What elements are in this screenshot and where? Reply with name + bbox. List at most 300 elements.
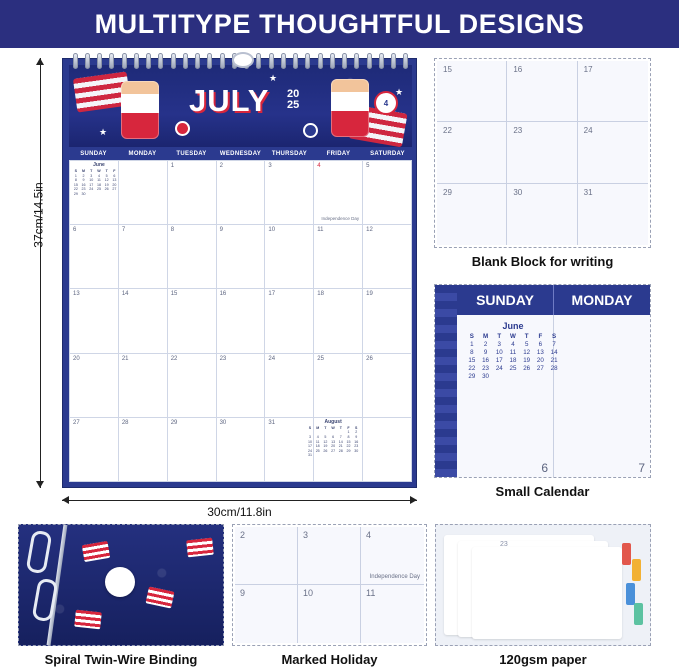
mini-weekday: T <box>324 425 327 430</box>
day-number: 25 <box>317 355 324 362</box>
month-title: JULY <box>189 83 270 118</box>
character-illustration <box>121 81 159 139</box>
day-number: 26 <box>366 355 373 362</box>
mini-calendar-august-table <box>306 426 360 458</box>
year-top: 20 <box>287 88 300 100</box>
star-icon: ★ <box>269 73 278 83</box>
mini-day <box>103 192 111 197</box>
blank-block-cell[interactable] <box>437 122 507 183</box>
mini-weekday: T <box>339 425 342 430</box>
mini-day: 3 <box>308 434 311 439</box>
calendar-day-cell[interactable] <box>70 354 119 418</box>
coil-icon <box>281 53 286 69</box>
mini-day: 26 <box>104 187 109 192</box>
page-tab-icon <box>626 583 635 605</box>
blank-block-day-number: 16 <box>513 65 523 74</box>
day-number: 29 <box>170 419 178 426</box>
mini-day: 20 <box>112 182 117 187</box>
star-icon: ★ <box>99 127 108 137</box>
small-mini-day <box>506 373 520 381</box>
small-mini-day: 2 <box>483 341 488 348</box>
mini-day <box>95 192 103 197</box>
small-mini-day: 29 <box>468 373 476 380</box>
coil-icon <box>195 53 200 69</box>
hanging-hole-icon <box>232 52 254 68</box>
marked-holiday-panel <box>232 524 427 646</box>
header-banner <box>0 0 679 48</box>
coil-icon <box>134 53 139 69</box>
mini-day: 10 <box>89 178 94 183</box>
mini-day: 4 <box>316 434 319 439</box>
mini-day: 29 <box>346 448 351 453</box>
coil-icon <box>85 53 90 69</box>
small-mini-weekday: S <box>469 333 474 340</box>
blank-block-day-number: 15 <box>443 65 452 74</box>
page-title: MULTITYPE THOUGHTFUL DESIGNS <box>94 8 585 39</box>
mini-day: 1 <box>347 430 350 435</box>
day-number: 5 <box>366 163 370 169</box>
small-mini-day <box>492 373 506 381</box>
blank-block-cell[interactable] <box>437 184 507 245</box>
day-number: 27 <box>73 419 80 426</box>
calendar-day-cell[interactable] <box>265 161 314 225</box>
calendar-day-cell[interactable] <box>217 289 266 353</box>
paper-sheet <box>472 547 622 639</box>
mini-weekday: S <box>74 169 78 173</box>
small-mini-weekday: S <box>552 333 557 340</box>
calendar-day-cell[interactable] <box>363 418 412 482</box>
spiral-binding-panel <box>18 524 224 646</box>
calendar-day-cell[interactable] <box>119 354 168 418</box>
blank-block-day-number: 31 <box>583 187 593 197</box>
blank-block-cell[interactable] <box>578 122 648 183</box>
ball-icon <box>305 125 316 136</box>
mini-day: 6 <box>113 173 116 178</box>
mini-day: 3 <box>90 173 93 178</box>
coil-icon <box>318 53 323 69</box>
width-dimension-arrow <box>62 500 417 501</box>
mini-weekday: W <box>97 169 101 173</box>
small-month-mini-calendar <box>465 321 561 381</box>
marked-holiday-day-number: 9 <box>240 588 246 598</box>
mini-day <box>322 453 330 458</box>
calendar-day-cell[interactable] <box>119 289 168 353</box>
mini-day: 23 <box>81 187 86 192</box>
coil-icon <box>403 53 408 69</box>
mini-day <box>314 453 322 458</box>
mini-day <box>87 192 95 197</box>
paper-panel <box>435 524 651 646</box>
coil-icon <box>146 53 151 69</box>
mini-day: 6 <box>332 434 335 439</box>
mini-day: 1 <box>74 173 77 178</box>
day-number: 7 <box>121 227 126 234</box>
small-calendar-caption: Small Calendar <box>495 484 590 499</box>
marked-holiday-cell[interactable] <box>361 527 424 585</box>
marked-holiday-cell[interactable] <box>298 585 361 643</box>
blank-block-cell[interactable] <box>578 184 648 245</box>
small-mini-day: 5 <box>524 341 529 348</box>
small-mini-weekday: F <box>538 333 543 340</box>
calendar-day-cell[interactable] <box>217 161 266 225</box>
mini-day: 27 <box>112 187 117 192</box>
mini-weekday: T <box>105 169 108 173</box>
calendar-day-cell[interactable] <box>314 289 363 353</box>
small-mini-day: 1 <box>470 341 474 348</box>
mini-weekday: T <box>90 169 93 173</box>
calendar-day-cell[interactable] <box>119 161 168 225</box>
day-number: 16 <box>219 291 227 298</box>
mini-day <box>329 453 337 458</box>
day-number: 6 <box>73 227 77 234</box>
flag-icon <box>146 586 175 608</box>
mini-weekday: S <box>355 425 358 430</box>
mini-day: 25 <box>96 187 101 192</box>
mini-day: 25 <box>315 448 320 453</box>
coil-icon <box>330 53 335 69</box>
small-mini-day: 3 <box>497 341 501 348</box>
coil-icon <box>122 53 127 69</box>
coil-icon <box>73 53 78 69</box>
coil-icon <box>354 53 359 69</box>
calendar-day-grid <box>69 160 412 482</box>
day-number: 28 <box>121 419 129 426</box>
mini-weekday: F <box>347 425 350 430</box>
day-number: 30 <box>219 419 227 426</box>
mini-calendar-june-title: June <box>93 162 105 168</box>
mini-day <box>352 453 360 458</box>
mini-day: 14 <box>338 439 343 444</box>
coil-icon <box>367 53 372 69</box>
calendar-day-cell[interactable] <box>168 225 217 289</box>
small-mini-day: 19 <box>523 357 531 364</box>
calendar-day-cell[interactable] <box>314 161 363 225</box>
small-mini-day: 17 <box>495 357 503 364</box>
mini-day: 30 <box>81 191 86 196</box>
mini-day: 9 <box>355 434 358 439</box>
calendar-day-cell[interactable] <box>314 225 363 289</box>
height-dimension-arrow <box>40 58 41 488</box>
day-number: 3 <box>268 163 272 169</box>
mini-day: 18 <box>96 182 101 187</box>
blank-block-day-number: 29 <box>443 187 452 197</box>
mini-day: 7 <box>339 434 342 439</box>
small-mini-day: 14 <box>550 349 558 356</box>
day-number: 23 <box>219 355 227 362</box>
mini-weekday: M <box>316 425 320 430</box>
day-number: 21 <box>121 355 129 362</box>
mini-day: 13 <box>331 439 336 444</box>
mini-weekday: M <box>82 169 86 173</box>
day-number: 15 <box>170 291 178 298</box>
mini-day: 15 <box>346 439 351 444</box>
small-mini-day: 7 <box>552 341 556 348</box>
marked-holiday-caption: Marked Holiday <box>281 652 378 667</box>
calendar-day-cell[interactable] <box>363 289 412 353</box>
calendar-day-cell[interactable] <box>314 354 363 418</box>
day-number: 22 <box>170 355 178 362</box>
day-number: 4 <box>317 163 321 169</box>
height-dimension-label: 37cm/14.5in <box>31 182 46 248</box>
character-illustration <box>331 79 369 137</box>
mini-weekday: S <box>308 425 312 430</box>
mini-day: 8 <box>74 178 77 183</box>
cover-pattern <box>19 525 223 645</box>
calendar-day-cell[interactable] <box>363 354 412 418</box>
mini-day: 11 <box>97 178 101 183</box>
mini-calendar-august-title: August <box>324 418 342 425</box>
day-number: 1 <box>170 163 175 169</box>
day-number: 8 <box>170 227 175 234</box>
mini-day: 9 <box>82 178 85 183</box>
mini-day: 13 <box>112 178 117 183</box>
small-mini-weekday: M <box>482 333 489 340</box>
day-number: 2 <box>219 163 223 169</box>
small-mini-day: 27 <box>536 365 544 372</box>
wire-ring-icon <box>26 530 53 575</box>
mini-day: 16 <box>81 182 86 187</box>
weekday-sunday: SUNDAY <box>80 150 107 157</box>
page-tab-icon <box>634 603 643 625</box>
small-mini-title: June <box>502 321 524 331</box>
mini-day: 5 <box>105 173 108 178</box>
mini-day: 16 <box>354 439 359 444</box>
calendar-day-cell[interactable] <box>217 225 266 289</box>
small-mini-day: 28 <box>550 365 558 372</box>
blank-block-grid <box>437 61 648 245</box>
mini-day: 12 <box>323 439 328 444</box>
weekday-tuesday: TUESDAY <box>176 150 207 157</box>
year-bottom: 25 <box>287 99 300 111</box>
mini-day <box>111 192 119 197</box>
day-number: 19 <box>366 291 373 298</box>
small-mini-day: 10 <box>495 349 503 356</box>
coil-icon <box>269 53 274 69</box>
paper-page-number: 23 <box>500 541 508 548</box>
small-calendar-day-left: 6 <box>541 461 548 475</box>
small-mini-day: 18 <box>509 357 517 364</box>
mini-calendar-august <box>306 420 360 477</box>
day-number: 11 <box>317 227 324 234</box>
calendar-day-cell[interactable] <box>168 418 217 482</box>
small-mini-day: 22 <box>468 365 476 372</box>
mini-day: 31 <box>307 453 312 458</box>
small-calendar-header <box>457 285 650 315</box>
blank-block-cell[interactable] <box>437 61 507 122</box>
small-mini-weekday: W <box>510 333 516 340</box>
calendar-day-cell[interactable] <box>363 225 412 289</box>
mini-day: 11 <box>315 439 320 444</box>
mini-day: 23 <box>354 444 359 449</box>
day-number: 14 <box>121 291 129 298</box>
coil-icon <box>171 53 176 69</box>
blank-block-day-number: 23 <box>513 126 523 136</box>
blank-block-day-number: 17 <box>583 65 593 74</box>
small-mini-day: 21 <box>550 357 558 364</box>
coil-icon <box>293 53 298 69</box>
mini-day: 19 <box>104 182 109 187</box>
mini-day: 2 <box>82 173 85 178</box>
year-label <box>287 89 299 111</box>
star-icon: ★ <box>395 87 404 97</box>
mini-day <box>345 453 353 458</box>
marked-holiday-cell[interactable] <box>235 585 298 643</box>
calendar-day-cell[interactable] <box>70 418 119 482</box>
mini-day: 27 <box>331 448 336 453</box>
small-mini-day: 23 <box>482 365 489 372</box>
coil-icon <box>391 53 396 69</box>
mini-day: 28 <box>338 448 343 453</box>
marked-holiday-event-label: Independence Day <box>369 574 420 580</box>
small-mini-day: 13 <box>536 349 544 356</box>
marked-holiday-cell[interactable] <box>235 527 298 585</box>
small-calendar-col-sunday: SUNDAY <box>457 285 554 315</box>
calendar-day-cell[interactable] <box>119 418 168 482</box>
ball-icon <box>177 123 188 134</box>
paper-caption: 120gsm paper <box>499 652 587 667</box>
day-number: 13 <box>73 291 80 298</box>
mini-day: 21 <box>338 444 343 449</box>
coil-icon <box>305 53 310 69</box>
spiral-coil-row <box>69 59 412 73</box>
coil-icon <box>97 53 102 69</box>
flag-icon <box>186 538 214 558</box>
mini-day: 19 <box>323 444 328 449</box>
small-mini-weekday: T <box>497 333 502 340</box>
small-mini-day: 26 <box>523 365 531 372</box>
mini-day: 22 <box>73 187 78 192</box>
calendar-cover-art <box>69 65 412 147</box>
coil-icon <box>183 53 188 69</box>
calendar-day-cell[interactable] <box>70 289 119 353</box>
small-mini-day: 4 <box>511 341 515 348</box>
width-dimension-label: 30cm/11.8in <box>207 505 272 519</box>
day-number: 9 <box>219 227 223 234</box>
day-number: 31 <box>268 419 276 426</box>
calendar-day-cell[interactable] <box>217 418 266 482</box>
mini-day: 17 <box>89 182 94 187</box>
day-number: 12 <box>366 227 373 234</box>
small-mini-day: 30 <box>482 373 489 380</box>
calendar-board <box>62 58 417 488</box>
mini-day: 2 <box>355 430 358 435</box>
small-mini-day: 20 <box>536 357 544 364</box>
calendar-day-cell[interactable] <box>119 225 168 289</box>
small-calendar-panel <box>434 284 651 478</box>
mini-weekday: W <box>331 425 335 430</box>
mini-weekday: F <box>113 169 116 173</box>
mini-day: 18 <box>315 444 320 449</box>
weekday-thursday: THURSDAY <box>271 150 308 157</box>
coil-icon <box>109 53 114 69</box>
day-number: 24 <box>268 355 276 362</box>
calendar-day-cell[interactable] <box>70 225 119 289</box>
mini-day: 17 <box>307 444 312 449</box>
flag-icon <box>82 541 111 562</box>
small-mini-day: 11 <box>509 349 517 356</box>
weekday-monday: MONDAY <box>128 150 157 157</box>
blank-block-cell[interactable] <box>507 61 577 122</box>
mini-day: 10 <box>307 439 312 444</box>
marked-holiday-day-number: 11 <box>366 588 376 598</box>
small-mini-day: 12 <box>523 349 531 356</box>
day-number: 10 <box>268 227 276 234</box>
mini-day: 24 <box>307 448 312 453</box>
weekday-saturday: SATURDAY <box>370 150 405 157</box>
weekday-header-row <box>69 147 412 160</box>
blank-block-cell[interactable] <box>507 184 577 245</box>
small-mini-day: 9 <box>483 349 488 356</box>
spiral-binding-caption: Spiral Twin-Wire Binding <box>44 652 198 667</box>
coil-icon <box>207 53 212 69</box>
mini-day: 26 <box>323 448 328 453</box>
small-calendar-body <box>457 315 650 477</box>
marked-holiday-cell[interactable] <box>361 585 424 643</box>
calendar-day-cell[interactable] <box>265 354 314 418</box>
marked-holiday-day-number: 4 <box>366 530 372 540</box>
mini-day: 4 <box>97 173 100 178</box>
coil-icon <box>342 53 347 69</box>
marked-holiday-grid <box>235 527 424 643</box>
small-calendar-day-right: 7 <box>638 461 645 475</box>
calendar-day-cell[interactable] <box>70 161 119 225</box>
blank-block-cell[interactable] <box>578 61 648 122</box>
holiday-badge: 4 <box>374 91 398 115</box>
small-calendar-cell-right <box>554 315 650 477</box>
mini-day: 22 <box>346 444 351 449</box>
calendar-day-cell[interactable] <box>168 289 217 353</box>
small-calendar-col-monday: MONDAY <box>571 292 633 308</box>
small-mini-day: 15 <box>468 357 476 364</box>
mini-day <box>337 453 345 458</box>
mini-day: 29 <box>73 191 78 196</box>
main-calendar <box>62 58 417 488</box>
calendar-day-cell[interactable] <box>307 418 363 482</box>
calendar-day-cell[interactable] <box>168 161 217 225</box>
page-tab-icon <box>632 559 641 581</box>
small-mini-day: 24 <box>495 365 503 372</box>
calendar-day-cell[interactable] <box>217 354 266 418</box>
mini-day: 12 <box>104 178 109 183</box>
day-number: 17 <box>268 291 276 298</box>
binding-spine <box>435 285 457 477</box>
blank-block-day-number: 22 <box>443 126 452 136</box>
mini-day: 5 <box>324 434 327 439</box>
marked-holiday-cell[interactable] <box>298 527 361 585</box>
small-mini-table <box>465 333 561 381</box>
page-tab-icon <box>622 543 631 565</box>
calendar-day-cell[interactable] <box>265 225 314 289</box>
small-mini-day: 8 <box>470 349 474 356</box>
small-mini-weekday: T <box>524 333 529 340</box>
mini-day: 20 <box>331 444 336 449</box>
coil-icon <box>158 53 163 69</box>
day-event-label: Independence Day <box>321 216 360 222</box>
small-mini-day: 16 <box>482 357 489 364</box>
hanger-knob-icon <box>105 567 135 597</box>
calendar-day-cell[interactable] <box>265 289 314 353</box>
flag-icon <box>74 610 102 630</box>
day-number: 18 <box>317 291 324 298</box>
small-mini-day: 25 <box>509 365 517 372</box>
blank-block-panel <box>434 58 651 248</box>
calendar-day-cell[interactable] <box>168 354 217 418</box>
blank-block-cell[interactable] <box>507 122 577 183</box>
blank-block-day-number: 30 <box>513 187 523 197</box>
small-mini-day <box>520 373 534 381</box>
small-mini-day <box>534 373 548 381</box>
calendar-day-cell[interactable] <box>363 161 412 225</box>
